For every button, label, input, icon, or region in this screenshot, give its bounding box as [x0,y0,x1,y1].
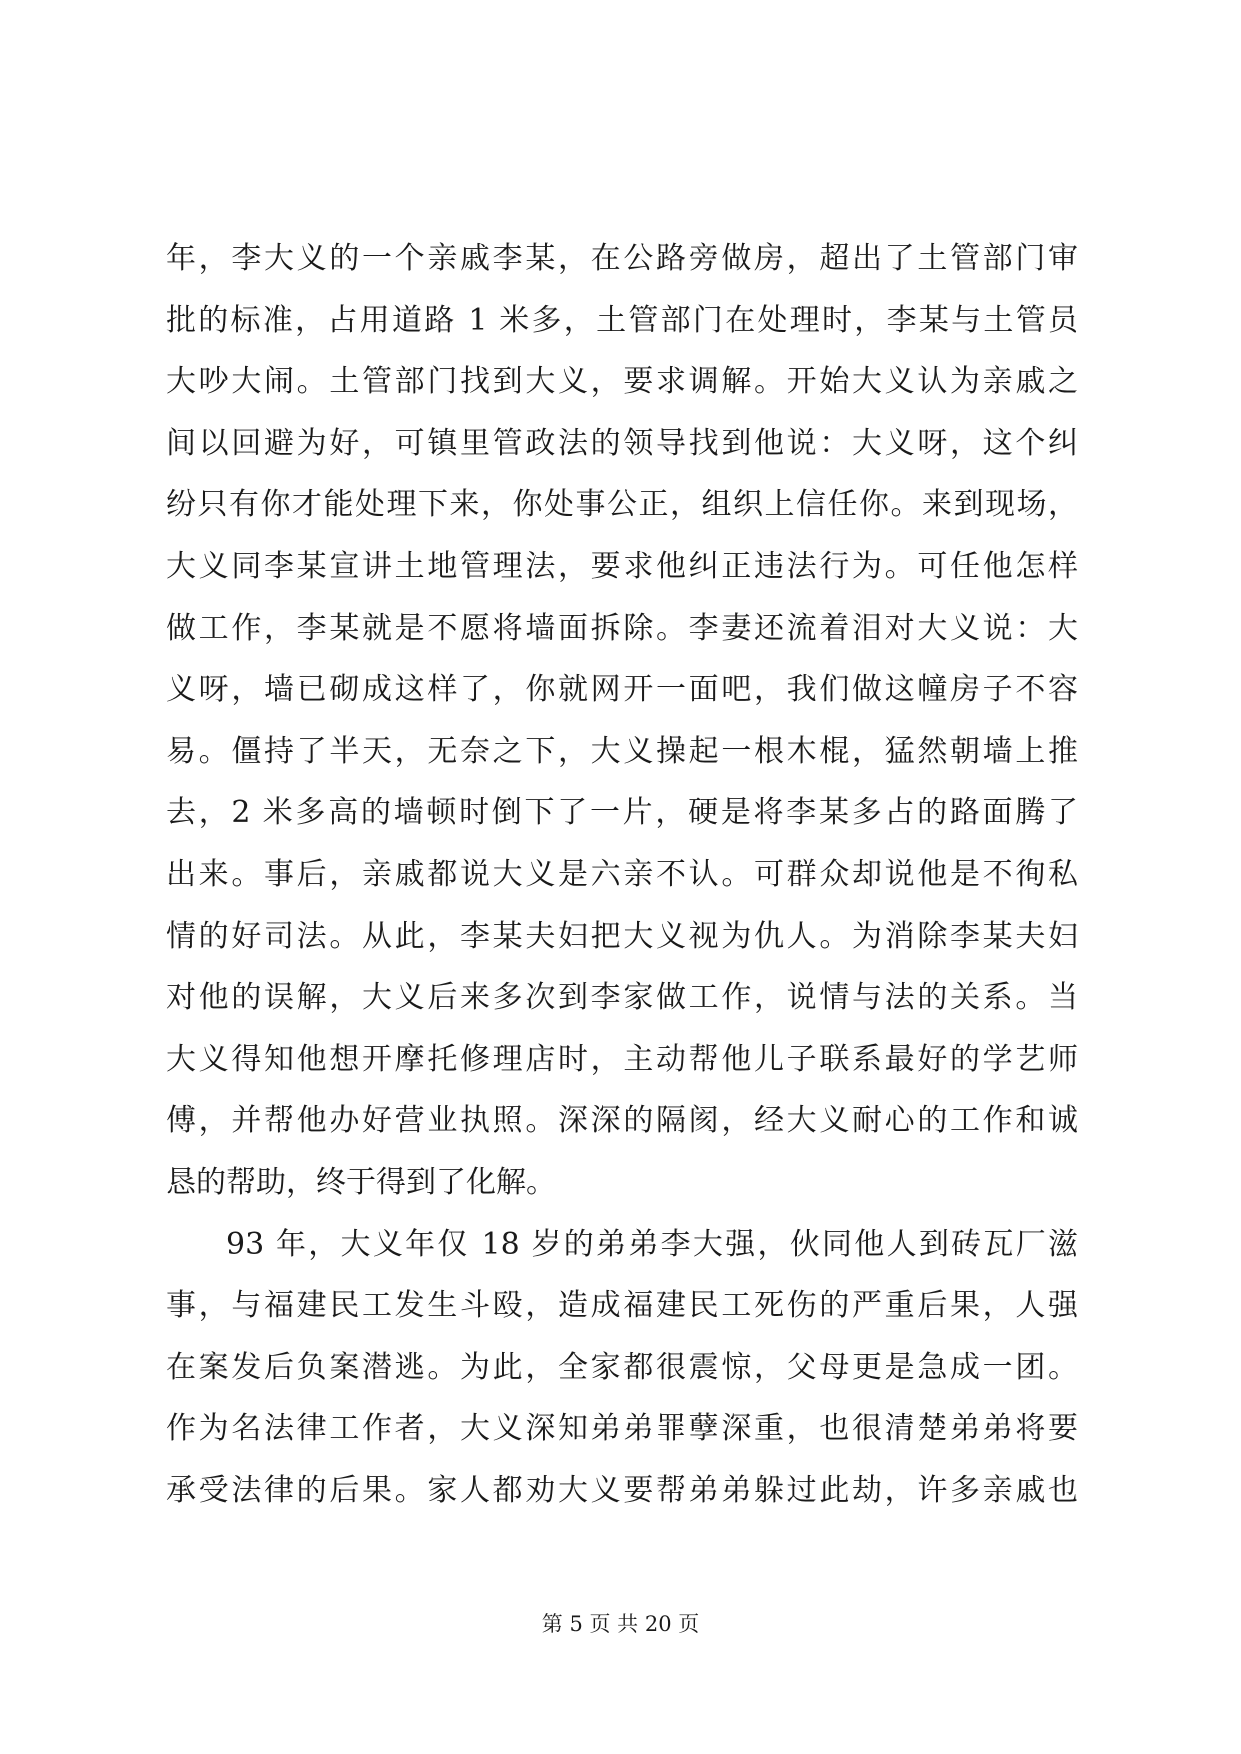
page-footer: 第 5 页 共 20 页 [541,1612,700,1636]
text-line: 去，2 米多高的墙顿时倒下了一片，硬是将李某多占的路面腾了 [166,795,1078,831]
paragraph [166,1214,1078,1522]
text-line: 在案发后负案潜逃。为此，全家都很震惊，父母更是急成一团。 [166,1349,1078,1385]
text-line: 大吵大闹。土管部门找到大义，要求调解。开始大义认为亲戚之 [166,364,1078,400]
text-line: 做工作，李某就是不愿将墙面拆除。李妻还流着泪对大义说：大 [166,610,1078,646]
text-line: 出来。事后，亲戚都说大义是六亲不认。可群众却说他是不徇私 [166,856,1078,892]
text-line: 易。僵持了半天，无奈之下，大义操起一根木棍，猛然朝墙上推 [166,733,1078,769]
text-line: 事，与福建民工发生斗殴，造成福建民工死伤的严重后果，人强 [166,1288,1078,1324]
text-line: 情的好司法。从此，李某夫妇把大义视为仇人。为消除李某夫妇 [166,918,1078,954]
text-line: 大义得知他想开摩托修理店时，主动帮他儿子联系最好的学艺师 [166,1041,1078,1077]
text-line: 纷只有你才能处理下来，你处事公正，组织上信任你。来到现场， [166,487,1078,523]
text-line: 间以回避为好，可镇里管政法的领导找到他说：大义呀，这个纠 [166,425,1078,461]
text-line: 作为名法律工作者，大义深知弟弟罪孽深重，也很清楚弟弟将要 [166,1411,1078,1447]
body-text [166,228,1078,1521]
text-line: 恳的帮助，终于得到了化解。 [166,1164,556,1200]
text-line: 对他的误解，大义后来多次到李家做工作，说情与法的关系。当 [166,980,1078,1016]
paragraph [166,228,1078,1214]
text-line: 义呀，墙已砌成这样了，你就网开一面吧，我们做这幢房子不容 [166,672,1078,708]
text-line: 批的标准，占用道路 1 米多，土管部门在处理时，李某与土管员 [166,302,1078,338]
text-line: 承受法律的后果。家人都劝大义要帮弟弟躲过此劫，许多亲戚也 [166,1472,1078,1508]
text-line: 93 年，大义年仅 18 岁的弟弟李大强，伙同他人到砖瓦厂滋 [226,1226,1078,1262]
text-line: 大义同李某宣讲土地管理法，要求他纠正违法行为。可任他怎样 [166,548,1078,584]
text-line: 傅，并帮他办好营业执照。深深的隔阂，经大义耐心的工作和诚 [166,1103,1078,1139]
text-line: 年，李大义的一个亲戚李某，在公路旁做房，超出了土管部门审 [166,241,1078,276]
